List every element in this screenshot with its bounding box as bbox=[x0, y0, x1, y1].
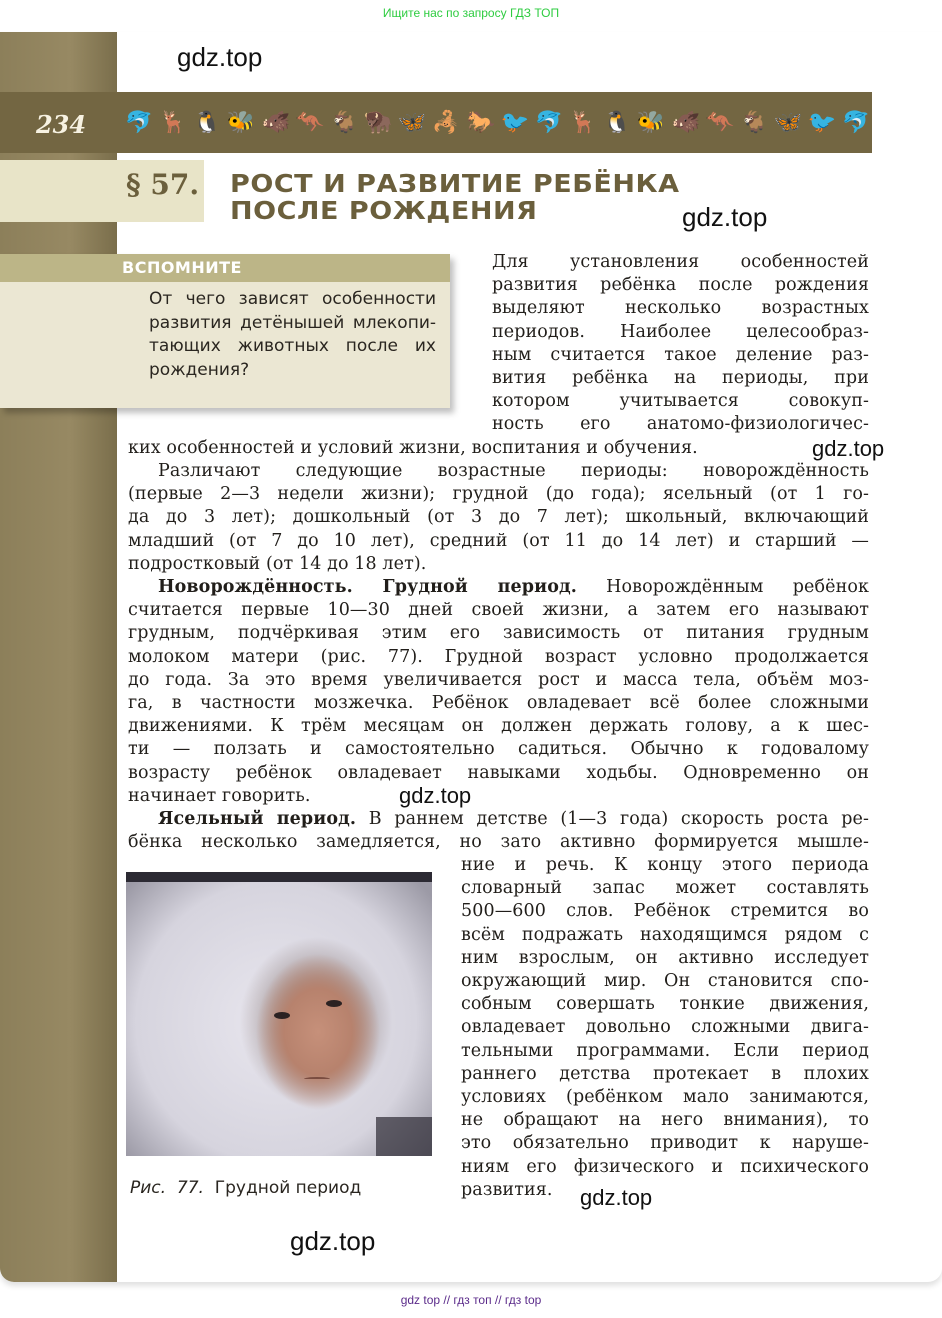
page-header-band bbox=[0, 92, 872, 153]
horse-icon: 🐎 bbox=[466, 110, 497, 134]
antelope-icon: 🐐 bbox=[739, 110, 770, 134]
infant-photo bbox=[126, 872, 432, 1156]
boar-icon: 🐗 bbox=[261, 110, 292, 134]
remember-box bbox=[0, 254, 450, 408]
newborn-heading: Новорождённость. Грудной период. bbox=[158, 577, 577, 597]
bee-icon: 🐝 bbox=[636, 110, 667, 134]
watermark: gdz.top bbox=[580, 1185, 653, 1210]
nursery-heading: Ясельный период. bbox=[158, 809, 357, 829]
bird-icon: 🐦 bbox=[500, 110, 531, 134]
moose-icon: 🦌 bbox=[158, 110, 189, 134]
newborn-paragraph: Новорождённость. Грудной период. Новорождённым ребёнок считается первые 10—30 дней своей жизни, а затем его называют грудным, подчёркивая этим его зависимость от питания грудным молоком матери (рис. 77). Грудной возраст условно продолжается до года. За это время увеличивается рост и масса тела, объём моз- га, в частности мозжечка. Ребёнок овладевает всё более сложными движениями. К трём месяцам он должен держать голову, а к шес- ти — ползать и самостоятельно садиться. Обычно к годовалому возрасту ребёнок овладевает навыками ходьбы. Одновременно он начинает говорить. bbox=[128, 577, 870, 806]
section-number: § 57. bbox=[126, 168, 200, 201]
antelope-icon: 🐐 bbox=[329, 110, 360, 134]
scorpion-icon: 🦂 bbox=[432, 110, 462, 134]
intro-paragraph-end: ких особенностей и условий жизни, воспитания и обучения. bbox=[128, 438, 698, 458]
watermark: gdz.top bbox=[290, 1226, 376, 1256]
bird-icon: 🐦 bbox=[807, 110, 838, 134]
watermark: gdz.top bbox=[177, 42, 263, 72]
remember-label: ВСПОМНИТЕ bbox=[0, 254, 450, 282]
periods-paragraph: Различают следующие возрастные периоды: новорождённость (первые 2—3 недели жизни); грудной (до года); ясельный (от 1 го- да до 3 лет); дошкольный (от 3 до 7 лет); школьный, включающий младший (от 7 до 10 лет), средний (от 11 до 14 лет) и старший — подростковый (от 14 до 18 лет). bbox=[128, 461, 869, 574]
photo-eye-right bbox=[326, 1000, 342, 1007]
intro-paragraph: Для установления особенностей развития ребёнка после рождения выделяют несколько возрастных периодов. Наиболее целесообраз- ным считается такое деление раз- вития ребёнка на периоды, при котором учитывается совокуп- ность его анатомо-физиологичес- bbox=[492, 252, 869, 435]
page-number: 234 bbox=[35, 110, 87, 139]
animal-silhouettes-strip bbox=[112, 110, 870, 135]
boar-icon: 🐗 bbox=[671, 110, 702, 134]
kangaroo-icon: 🦘 bbox=[295, 110, 326, 134]
remember-question: От чего зависят особенности развития детёнышей млекопи- тающих животных после их рождения? bbox=[149, 289, 436, 380]
section-title-line-2: ПОСЛЕ РОЖДЕНИЯ bbox=[230, 196, 538, 225]
nursery-paragraph-right: ние и речь. К концу этого периода словарный запас может составлять 500—600 слов. Ребёнок стремится во всём подражать находящимся рядом с ним взрослым, он активно исследует окружающий мир. Он становится спо- собным совершать тонкие движения, овладевает довольно сложными двига- тельными программами. Если период раннего детства протекает в плохих условиях (ребёнком мало занимаются, не обращают на него внимания), то это обязательно приводит к наруше- ниям его физического и психического развития. bbox=[461, 855, 869, 1200]
watermark: gdz.top bbox=[399, 783, 472, 808]
figure-caption: Рис. 77. Грудной период bbox=[130, 1178, 362, 1198]
penguin-icon: 🐧 bbox=[192, 110, 223, 134]
penguin-icon: 🐧 bbox=[602, 110, 633, 134]
bee-icon: 🐝 bbox=[227, 110, 257, 134]
dolphin-icon: 🐬 bbox=[534, 110, 565, 134]
nursery-paragraph: Ясельный период. В раннем детстве (1—3 года) скорость роста ре- бёнка несколько замедляется, но зато активно формируется мышле- bbox=[128, 809, 869, 853]
textbook-page bbox=[0, 32, 942, 1282]
watermark: gdz.top bbox=[682, 202, 768, 232]
kangaroo-icon: 🦘 bbox=[705, 110, 736, 134]
moose-icon: 🦌 bbox=[568, 110, 599, 134]
bison-icon: 🦬 bbox=[363, 110, 394, 134]
footer-links[interactable]: gdz top // гдз топ // гдз top bbox=[400, 1293, 542, 1307]
watermark: gdz.top bbox=[812, 436, 885, 461]
section-title-line-1: РОСТ И РАЗВИТИЕ РЕБЁНКА bbox=[230, 169, 680, 198]
photo-eye-left bbox=[274, 1012, 290, 1019]
photo-mouth bbox=[304, 1077, 330, 1081]
butterfly-icon: 🦋 bbox=[773, 110, 804, 134]
dolphin-icon: 🐬 bbox=[124, 110, 155, 134]
top-banner-link[interactable]: Ищите нас по запросу ГДЗ ТОП bbox=[382, 6, 560, 20]
butterfly-icon: 🦋 bbox=[397, 110, 428, 134]
dolphin-icon: 🐬 bbox=[841, 110, 872, 134]
